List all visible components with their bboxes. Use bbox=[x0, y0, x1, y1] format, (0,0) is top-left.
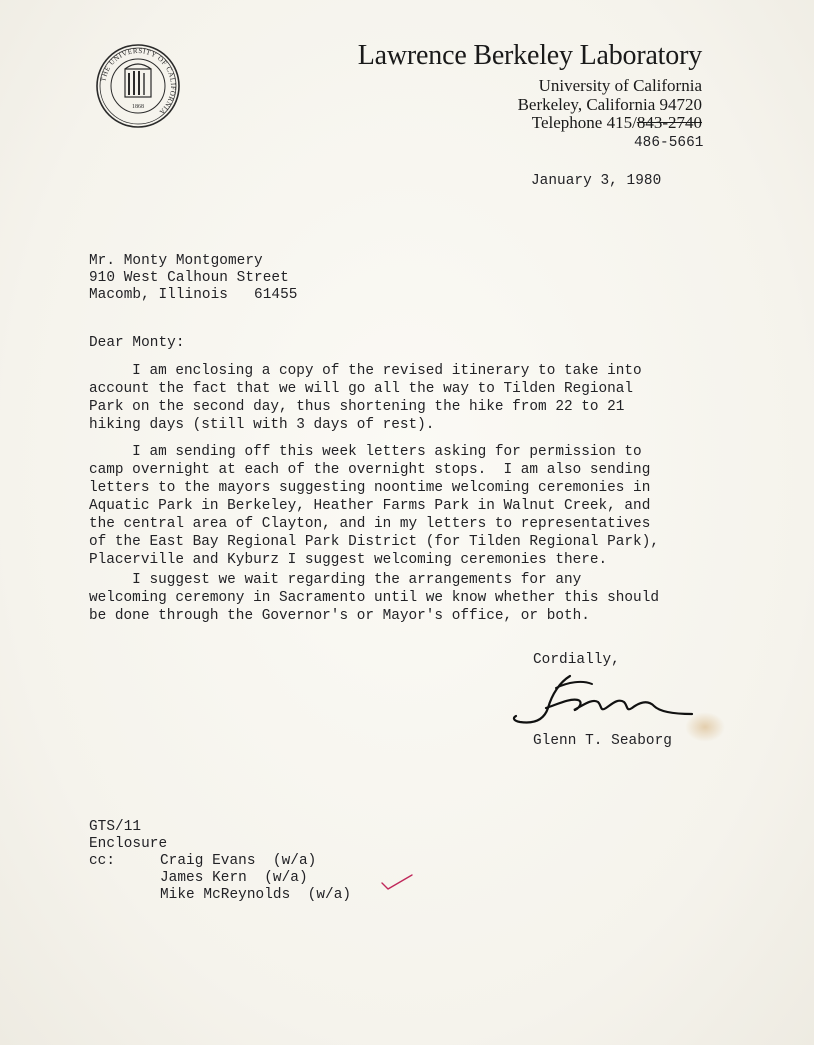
university-seal-icon bbox=[95, 43, 181, 129]
cc-recipient: Mike McReynolds (w/a) bbox=[160, 887, 352, 903]
phone-old-struck: 843-2740 bbox=[636, 113, 702, 132]
cc-recipient: James Kern (w/a) bbox=[160, 870, 308, 886]
cc-label: cc: bbox=[89, 853, 116, 869]
handwritten-signature bbox=[508, 668, 708, 730]
seal-year: 1868 bbox=[132, 104, 144, 110]
enclosure-note: Enclosure bbox=[89, 836, 168, 852]
paragraph-line: Park on the second day, thus shortening the hike from 22 to 21 bbox=[89, 399, 625, 415]
paragraph-line: letters to the mayors suggesting noontime welcoming ceremonies in bbox=[89, 480, 651, 496]
closing: Cordially, bbox=[533, 652, 620, 668]
cc-recipient: Craig Evans (w/a) bbox=[160, 853, 317, 869]
signer-name: Glenn T. Seaborg bbox=[533, 733, 672, 749]
paragraph-line: I am sending off this week letters asking for permission to bbox=[89, 444, 642, 460]
paragraph-line: hiking days (still with 3 days of rest). bbox=[89, 417, 435, 433]
paragraph-line: be done through the Governor's or Mayor's office, or both. bbox=[89, 608, 590, 624]
body-paragraph-1 bbox=[89, 362, 749, 434]
phone-new-typed: 486-5661 bbox=[634, 135, 704, 151]
recipient-city: Macomb, Illinois 61455 bbox=[89, 287, 298, 303]
phone-prefix: Telephone 415/ bbox=[531, 113, 637, 132]
letterhead-org-name: Lawrence Berkeley Laboratory bbox=[357, 40, 702, 71]
paragraph-line: account the fact that we will go all the way to Tilden Regional bbox=[89, 381, 634, 397]
letter-date: January 3, 1980 bbox=[531, 173, 662, 189]
paragraph-line: I am enclosing a copy of the revised itinerary to take into bbox=[89, 363, 642, 379]
paragraph-line: Aquatic Park in Berkeley, Heather Farms Park in Walnut Creek, and bbox=[89, 498, 651, 514]
salutation: Dear Monty: bbox=[89, 335, 185, 351]
recipient-name: Mr. Monty Montgomery bbox=[89, 253, 263, 269]
paragraph-line: welcoming ceremony in Sacramento until we know whether this should bbox=[89, 590, 659, 606]
paragraph-line: of the East Bay Regional Park District (for Tilden Regional Park), bbox=[89, 534, 659, 550]
letterhead-university: University of California bbox=[538, 76, 702, 95]
paragraph-line: camp overnight at each of the overnight stops. I am also sending bbox=[89, 462, 651, 478]
paragraph-line: the central area of Clayton, and in my letters to representatives bbox=[89, 516, 651, 532]
seal-ring-text: THE UNIVERSITY OF CALIFORNIA bbox=[99, 46, 178, 117]
recipient-street: 910 West Calhoun Street bbox=[89, 270, 289, 286]
letterhead-telephone bbox=[532, 113, 702, 133]
letterhead-address: Berkeley, California 94720 bbox=[517, 95, 702, 114]
paper-stain bbox=[685, 712, 725, 742]
paragraph-line: I suggest we wait regarding the arrangements for any bbox=[89, 572, 582, 588]
check-mark-icon bbox=[380, 873, 414, 891]
typist-initials: GTS/11 bbox=[89, 819, 142, 835]
body-paragraph-3 bbox=[89, 571, 749, 625]
paragraph-line: Placerville and Kyburz I suggest welcoming ceremonies there. bbox=[89, 552, 608, 568]
body-paragraph-2 bbox=[89, 443, 749, 569]
